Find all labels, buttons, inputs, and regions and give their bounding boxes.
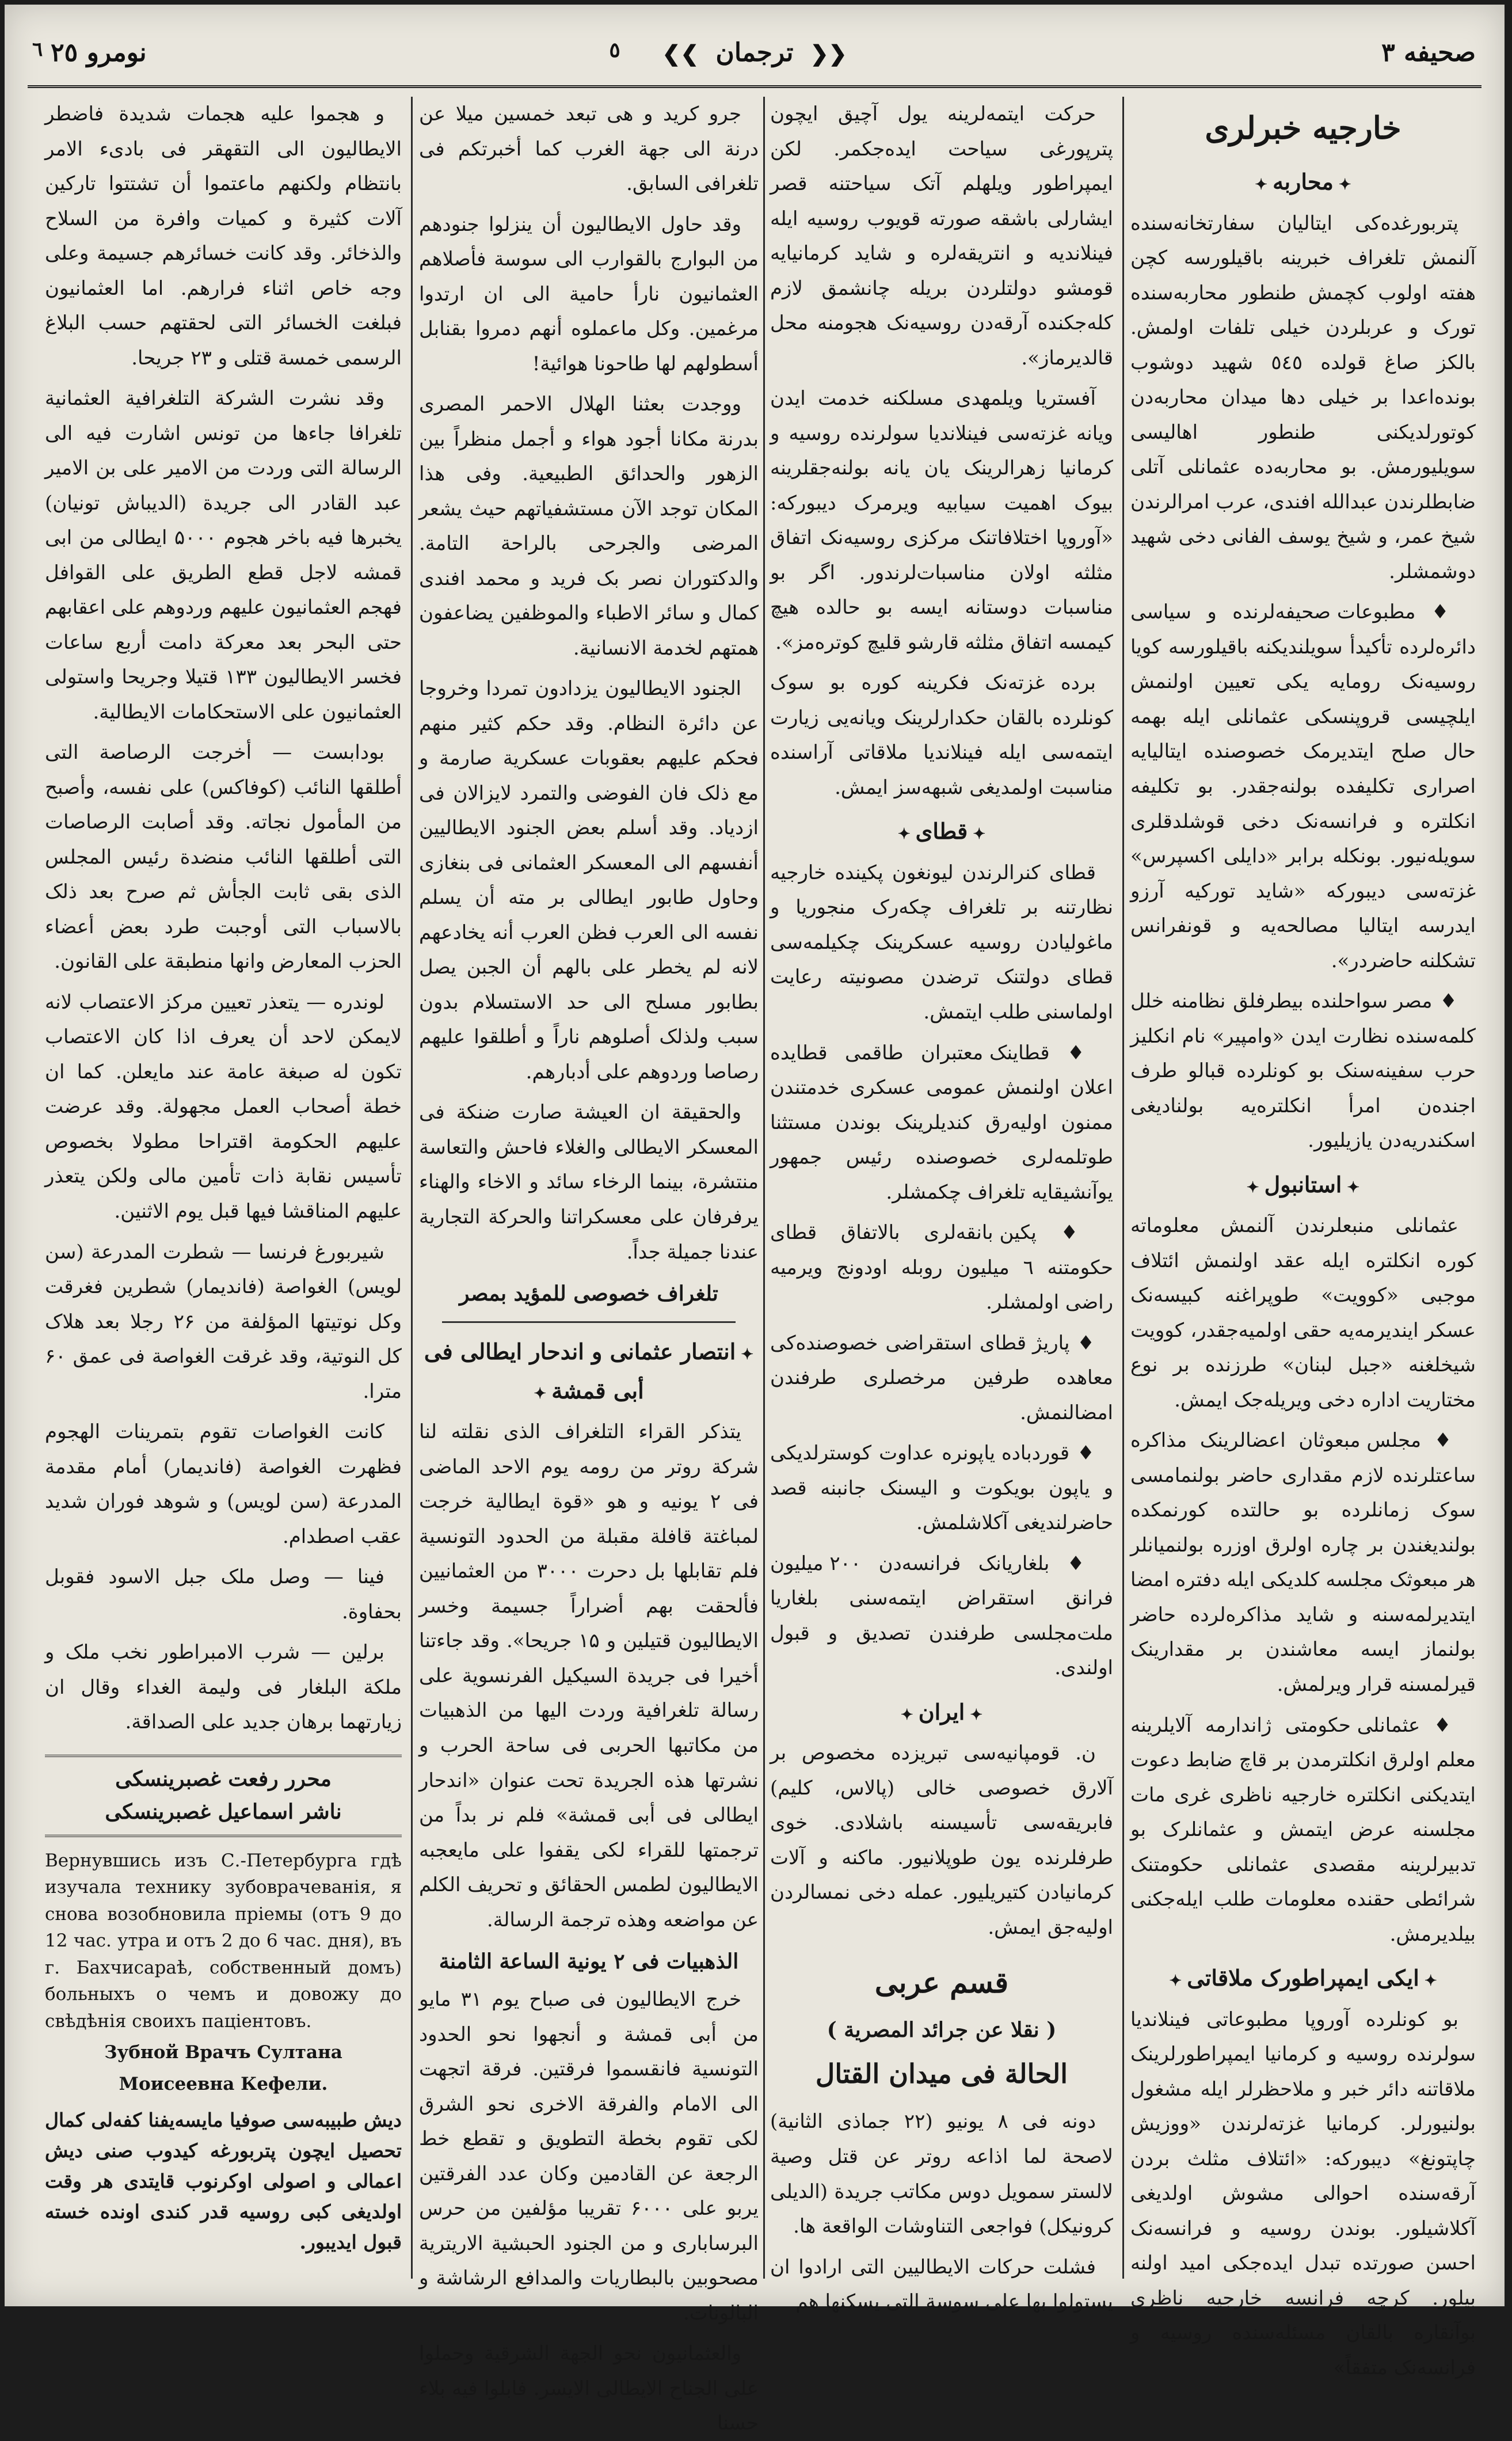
section-iran: ✦ ایران ✦ bbox=[770, 1693, 1113, 1732]
article-paragraph: وقد نشرت الشرکة التلغرافیة العثمانیة تلغرافا جاءها من تونس اشارت فیه الی الرسالة التی وردت من الامیر علی بن الامیر عبد القادر الی جریدة (الدیباش تونیان) یخبرها فیه باخر هجوم ۵۰۰۰ ایطالی من ابی قمشه لاجل قطع الطریق علی القوافل فهجم العثمانیون علیهم وردوهم علی اعقابهم حتی البحر بعد معرکة دامت أربع ساعات فخسر الایطالیون ۱۳۳ قتیلا وجریحا واستولی العثمانیون علی الاستحکامات الایطالیة. bbox=[45, 387, 402, 724]
newspaper-page bbox=[5, 5, 1505, 2435]
page-header bbox=[28, 28, 1481, 85]
article-paragraph: ♦ بلغاریانک فرانسه‌دن ۲۰۰ میلیون فرانق استقراض ایتمه‌سنی بلغاریا ملت‌مجلسی طرفندن تصدیق و قبول اولندی. bbox=[770, 1546, 1113, 1686]
article-paragraph: بودابست — أخرجت الرصاصة التی أطلقها النائب (کوفاکس) علی نفسه، وأصبح من المأمول نجاته. وقد أصابت الرصاصات التی أطلقها النائب منضدة رئیس المجلس الذی بقی ثابت الجأش ثم صرح بعد ذلک بالاسباب التی أوجبت طرد بعض أعضاء الحزب المعارض وانها منطبقة علی القانون. bbox=[45, 741, 402, 974]
article-paragraph: ♦ عثمانلی حکومتی ژاندارمه آلایلرینه معلم اولرق انکلترمدن بر قاچ ضابط دعوت ایتدیکنی انکلتره خارجیه ناظری غری مات مجلسنه عرض ایتمش و عثمانلرک بو تدبیرلرینه مقصدی عثمانلی حکومتنک شرائطی حقنده معلومات طلب ایله‌جکنی بیلدیرمش. bbox=[1130, 1708, 1476, 1952]
publisher-line: ناشر اسماعیل غصبرینسکی bbox=[105, 1800, 342, 1824]
article-paragraph: فشلت حرکات الایطالیین التی ارادوا ان یستولوا بها علی سوسة التی یسکنها هم bbox=[770, 2255, 1113, 2314]
ad-text: Вернувшись изъ С.-Петербурга гдѣ изучала технику зубоврачеванія, я снова возобновила пріемы (отъ 9 до 12 час. утра и отъ 2 до 6 час. дня), въ г. Бахчисараѣ, собственный домъ) больныхъ о чемъ и довожу до свѣдѣнія своихъ пацiентовъ. bbox=[45, 1850, 402, 2032]
article-paragraph: جرو کرید و هی تبعد خمسین میلا عن درنة الی جهة الغرب کما أخبرتکم فی تلغرافی السابق. bbox=[419, 102, 759, 196]
column-news-2 bbox=[770, 97, 1113, 2314]
article-paragraph: لوندره — یتعذر تعیین مرکز الاعتصاب لانه لایمکن لاحد أن یعرف اذا کان الاعتصاب تکون له صبغة عامة عند مایعلن. کما ان خطة أصحاب العمل مجهولة. وقد عرضت علیهم الحکومة اقتراحا مطولا بخصوص تأسیس نقابة ذات تأمین مالی ولکن یتعذر علیهم المناقشا فیها قبل یوم الاثنین. bbox=[45, 990, 402, 1223]
section-war: ✦ محاربه ✦ bbox=[1130, 162, 1476, 201]
column-divider bbox=[763, 97, 765, 2279]
article-paragraph: ♦ مجلس مبعوثان اعضالرینک مذاکره ساعتلرنده لازم مقداری حاضر بولنمامسی سوک زمانلرده بو حالتده کورنمکده بولندیغندن بر چاره اولرق اوزره بولنمیانلر هر مبعوثک مجلسه کلدیکی ایله دفتره امضا ایتدیرلمه‌سنه و شاید مذاکره‌لرده حاضر بولنماز ایسه معاشندن بر مقدارینک قیرلمسنه قرار ویرلمش. bbox=[1130, 1423, 1476, 1702]
column-news-3 bbox=[419, 97, 759, 2435]
article-paragraph: ♦ پاریژ قطای استقراضی خصوصنده‌کی معاهده طرفین مرخصلری طرفندن امضالنمش. bbox=[770, 1326, 1113, 1431]
section-istanbul: ✦ استانبول ✦ bbox=[1130, 1165, 1476, 1204]
corner-number: ٦ bbox=[32, 38, 43, 61]
page-label: صحیفه ۳ bbox=[1381, 38, 1476, 67]
article-paragraph: یتذکر القراء التلغراف الذی نقلته لنا شرکة روتر من رومه یوم الاحد الماضی فی ۲ یونیه و هو «قوة ایطالیة خرجت لمباغتة قافلة مقبلة من الحدود التونسیة فلم تقابلها بل دحرت ۳۰۰۰ من العثمانیین فألحقت بهم أضراراً جسیمة وخسر الایطالیون قتیلین و ۱۵ جریحا». وقد جاءتنا أخیرا فی جریدة السیکیل الفرنسویة علی رسالة تلغرافیة وردت الیها من الذهبیات من مکاتبها الحربی فی ساحة الحرب و نشرتها هذه الجریدة تحت عنوان «اندحار ایطالی فی أبی قمشة» فلم نر بداً من ترجمتها للقراء لکی یقفوا علی مایعجبه الایطالیون لطمس الحقائق و تحریف الکلم عن مواضعه وهذه ترجمة الرسالة. bbox=[419, 1420, 759, 1931]
arabic-article-title: الحالة فی میدان القتال bbox=[815, 2058, 1068, 2089]
dateline: الذهبیات فی ۲ یونیة الساعة الثامنة bbox=[439, 1949, 739, 1974]
paper-title bbox=[654, 38, 855, 67]
article-paragraph: بو کونلرده آوروپا مطبوعاتی فینلاندیا سولرنده روسیه و کرمانیا ایمپراطورلرینک ملاقاتنه دائر خبر و ملاحظرلر ایله مشغول بولنیورلر. کرمانیا غزته‌لرندن «ووزیش چاپتونغ» دیبورکه: «ائتلاف مثلث بردن آرقه‌سنده احوالی مشوش اولدیغی آکلاشیلور. بوندن روسیه و فرانسه‌نک احسن صورتده تبدل ایده‌جکی امید اولنه بیلور. کرچه فرانسه خارجیه ناظری بوآنقاره بالقان مسئله‌سنده روسیه و فرانسه‌نک متفقاً» bbox=[1130, 2007, 1476, 2379]
article-paragraph: عثمانلی منبعلرندن آلنمش معلوماته کوره انکلتره ایله عقد اولنمش ائتلاف موجبی «کوویت» طوپراغنه کبیسه‌نک عسکر ایندیرمه‌یه حقی اولمیه‌جقدر، کوویت شیخلغنه «جبل لبنان» طرزنده بر نوع مختاریت اداره دخی ویریله‌جک ایمش. bbox=[1130, 1214, 1476, 1412]
arabic-section-source: ( نقلا عن جرائد المصریة ) bbox=[827, 2017, 1057, 2042]
article-paragraph: شیربورغ فرنسا — شطرت المدرعة (سن لویس) الغواصة (فاندیمار) شطرین فغرقت وکل نوتیتها المؤلفة من ۲۶ رجلا بعد هلاک کل النوتیة، وقد غرقت الغواصة فی عمق ۶۰ مترا. bbox=[45, 1240, 402, 1403]
editor-line: محرر رفعت غصبرینسکی bbox=[115, 1766, 332, 1791]
center-number: ٥ bbox=[609, 38, 620, 62]
article-paragraph: ♦ قطاینک معتبران طاقمی قطایده اعلان اولنمش عمومی عسکری خدمتندن ممنون اولیه‌رق کندیلرینک بوندن مستثنا طوتلمه‌لری خصوصنده رئیس جمهور یوآنشیقایه تلغراف چکمشلر. bbox=[770, 1036, 1113, 1210]
article-paragraph: برده غزته‌نک فکرینه کوره بو سوک کونلرده بالقان حکدارلرینک ویانه‌یی زیارت ایتمه‌سی ایله فینلاندیا ملاقاتی آراسنده مناسبت اولمدیغی شبهه‌سز ایمش. bbox=[770, 671, 1113, 799]
article-paragraph: فینا — وصل ملک جبل الاسود فقوبل بحفاوة. bbox=[45, 1565, 402, 1623]
ad-signature-2: Моисеевна Кефели. bbox=[119, 2073, 328, 2094]
editor-box bbox=[45, 1755, 402, 1837]
article-paragraph: ووجدت بعثنا الهلال الاحمر المصری بدرنة مکانا أجود هواء و أجمل منظراً بین الزهور والحدائق الطبیعیة. وفی هذا المکان توجد الآن مستشفیاتهم حیث یشعر المرضی والجرحی بالراحة التامة. والدکتوران نصر بک فرید و محمد افندی کمال و سائر الاطباء والموظفین یضاعفون همتهم لخدمة الانسانیة. bbox=[419, 393, 759, 660]
ottoman-advertisement: دیش طبیبه‌سی صوفیا مایسه‌یفنا کفه‌لی کمال تحصیل ایچون پتربورغه کیدوب صنی دیش اعمالی و اصولی اوکرنوب قایتدی هر وقت اولدیغی کبی روسیه قدر کندی اونده خسته قبول ایدیبور. bbox=[45, 2109, 402, 2253]
column-foreign-news bbox=[1130, 97, 1476, 2379]
article-paragraph: پتربورغده‌کی ایتالیان سفارتخانه‌سنده آلنمش تلغراف خبرینه باقیلورسه کچن هفته اولوب کچمش طنطور محاربه‌سنده تورک و عربلردن خیلی تلفات اولمش. بالکز صاغ قولده ٥٤٥ شهید دوشوب بونده‌اعدا بر خیلی دها میدان محاربه‌دن کوتورلدیکنی طنطور اهالیسی سویلیورمش. بو محاربه‌ده عثمانلی آتلی ضابطلرندن عبدالله افندی، عرب امرالرندن شیخ عمر، و شیخ یوسف الفانی دخی شهید دوشمشلر. bbox=[1130, 211, 1476, 583]
arabic-section-head: قسم عربی bbox=[874, 1965, 1009, 1999]
article-paragraph: خرج الایطالیون فی صباح یوم ۳۱ مایو من أبی قمشة و أنجهوا نحو الحدود التونسیة فانقسموا فرقتین. فرقة اتجهت الی الامام والفرقة الاخری نحو الشرق لکی تقوم بخطة التطویق و تقطع خط الرجعة عن القادمین وکان عدد الفرقتین یربو علی ۶۰۰۰ تقریبا مؤلفین من حرس البرساباری و من الجنود الحبشیة الاریتریة مصحوبین بالبطاریات والمدافع الرشاشة و البالونات. bbox=[419, 1988, 759, 2325]
article-paragraph: ♦ قوردباده یاپونره عداوت کوسترلدیکی و یاپون بویکوت و الیسنک جانبنه قصد حاضرلندیغی آکلاشلمش. bbox=[770, 1436, 1113, 1541]
paper-title-text: ترجمان bbox=[715, 38, 794, 67]
article-heading: ✦ انتصار عثمانی و اندحار ایطالی فی أبی قمشة ✦ bbox=[419, 1332, 759, 1410]
article-paragraph: آفستریا ویلمهدی مسلکنه خدمت ایدن ویانه غزته‌سی فینلاندیا سولرنده روسیه و کرمانیا زهرالرینک یان یانه بولنه‌جقلرینه بیوک اهمیت سیابیه ویرمرک دیبورکه: «آوروپا اختلافاتنک مرکزی روسیه‌نک اتفاق مثلثه اولان مناسبات‌لرندور. اگر بو مناسبات دوستانه ایسه بو حالده هیچ کیمسه اتفاق مثلثه قارشو قلیچ کوتره‌مز». bbox=[770, 387, 1113, 654]
article-paragraph: وقد حاول الایطالیون أن ینزلوا جنودهم من البوارج بالقوارب الی سوسة فأصلاهم العثمانیون نارأ حامیة الی ان ارتدوا مرغمین. وکل ماعملوه أنهم دمروا بقنابل أسطولهم لها طاحونا هوائیة! bbox=[419, 212, 759, 375]
ornament-left-icon: ❮❮ bbox=[810, 40, 847, 66]
ornament-right-icon: ❯❯ bbox=[662, 40, 699, 66]
issue-number: نومرو ۲٥ bbox=[51, 38, 147, 67]
header-rule bbox=[28, 85, 1481, 88]
article-paragraph: دونه فی ۸ یونیو (۲۲ جماذی الثانیة) لاصحة لما اذاعه روتر عن قتل وصیة لالستر سمویل دوس مکاتب جریدة (الدیلی کرونیکل) فواجعی التناوشات الواقعة ها. bbox=[770, 2110, 1113, 2238]
ad-signature-1: Зубной Врачъ Султана bbox=[104, 2042, 342, 2063]
article-paragraph: ♦ مطبوعات صحیفه‌لرنده و سیاسی دائره‌لرده تأکیدأ سویلندیکنه باقیلورسه کویا روسیه‌نک رومایه یکی تعیین اولنمش ایلچیسی قروپنسکی عثمانلی ایله بهمه حال صلح ایتدیرمک خصوصنده ایتالیایه اصراری تکلیفده بولنه‌جقدر. بو تکلیفه انکلتره و فرانسه‌نک دخی قوشلدقلری سویله‌نیور. بونکله برابر «دایلی اکسپرس» غزته‌سی دیبورکه «شاید تورکیه آرزو ایدرسه ایتالیا مصالحه‌یه و قونفرانس تشکلنه حاضردر». bbox=[1130, 595, 1476, 978]
headline-foreign-news: خارجیه خبرلری bbox=[1205, 109, 1401, 146]
separator-rule bbox=[442, 1321, 736, 1323]
article-paragraph: قطای کنرالرندن لیونغون پکینده خارجیه نظارتنه بر تلغراف چکه‌رک منجوریا و ماغولیادن روسیه عسکرینک چکیلمه‌سی قطای دولتنک ترضدن مصونیته رعایت اولماسنی طلب ایتمش. bbox=[770, 861, 1113, 1024]
article-paragraph: برلین — شرب الامبراطور نخب ملک و ملکة البلغار فی ولیمة الغداء وقال ان زیارتهما برهان جدید علی الصداقة. bbox=[45, 1641, 402, 1734]
column-news-4 bbox=[45, 97, 402, 2279]
article-paragraph: و هجموا علیه هجمات شدیدة فاضطر الایطالیون الی التقهقر فی بادیء الامر بانتظام ولکنهم ماعتموا أن تشتتوا تارکین آلات کثیرة و کمیات وافرة من السلاح والذخائر. وقد کانت خسائرهم جسیمة وعلی وجه خاص اثناء فرارهم. اما العثمانیون فبلغت الخسائر التی لحقتهم حسب البلاغ الرسمی خمسة قتلی و ۲۳ جریحا. bbox=[45, 102, 402, 370]
russian-advertisement bbox=[45, 1847, 402, 2098]
article-paragraph: والحقیقة ان العیشة صارت ضنکة فی المعسکر الایطالی والغلاء فاحش والتعاسة منتشرة، بینما الرخاء سائد و الاخاء والهناء یرفرفان علی معسکراتنا والحرکة التجاریة عندنا جمیلة جداً. bbox=[419, 1101, 759, 1264]
article-paragraph: کانت الغواصات تقوم بتمرینات الهجوم فظهرت الغواصة (فاندیمار) أمام مقدمة المدرعة (سن لویس) و شوهد فوران شدید عقب اصطدام. bbox=[45, 1420, 402, 1548]
telegram-signature: تلغراف خصوصی للمؤید بمصر bbox=[459, 1282, 718, 1306]
article-paragraph: الجنود الایطالیون یزدادون تمردا وخروجا عن دائرة النظام. وقد حکم کثیر منهم فحکم علیهم بعقوبات عسکریة صارمة و مع ذلک فان الفوضی والتمرد لایزالان فی ازدیاد. وقد أسلم بعض الجنود الایطالیین أنفسهم الی المعسکر العثمانی فی بنغازی وحاول طابور ایطالی بر مته أن یسلم نفسه الی العرب فظن العرب أنه یخادعهم لانه لم یخطر علی بالهم أن الجبن یصل بطابور مسلح الی حد الاستسلام بدون سبب ولذلک أصلوهم ناراً و أطلقوا علیهم رصاصا وردوهم علی أدبارهم. bbox=[419, 677, 759, 1083]
section-emperors-meeting: ✦ ایکی ایمپراطورک ملاقاتی ✦ bbox=[1130, 1959, 1476, 1998]
article-paragraph: حرکت ایتمه‌لرینه یول آچیق ایچون پترپورغی سیاحت ایده‌جکمر. لکن ایمپراطور ویلهلم آتک سیاحتنه قصر ایشارلی باشقه صورته قویوب روسیه ایله فینلاندیه و انتریقه‌لره و شاید کرمانیایه قومشو دولتلردن بریله چانشمق لازم کله‌جکنده آرقه‌دن روسیه‌نک هجومنه محل قالدیرماز». bbox=[770, 102, 1113, 370]
article-paragraph: والعثمانیون نحو الجهة الشرقیة وحملوا علی الجناح الایطالی الایسر. فابلوا فیه بلاء حسنا bbox=[419, 2342, 759, 2435]
column-divider bbox=[1122, 97, 1124, 2279]
article-paragraph: ن. قومپانیه‌سی تبریزده مخصوص بر آلارق خصوصی خالی (پالاس، کلیم) فابریقه‌سی تأسیسنه باشلادی. خوی طرفلرنده یون طوپلانیور. ماکنه و آلات کرمانیادن کتیریلیور. عمله دخی نمسالردن اولیه‌جق ایمش. bbox=[770, 1742, 1113, 1939]
article-paragraph: ♦ پکین بانقه‌لری بالاتفاق قطای حکومتنه ٦ میلیون روبله اودونج ویرمیه راضی اولمشلر. bbox=[770, 1215, 1113, 1320]
column-divider bbox=[411, 97, 413, 2279]
article-paragraph: ♦ مصر سواحلنده بیطرفلق نظامنه خلل کلمه‌سنده نظارت ایدن «وامپیر» نام انکلیز حرب سفینه‌سنک بو کونلرده قبالو طرف اجنده‌ن امرأ انکلتره‌یه بولنادیغی اسکندریه‌دن یازیلیور. bbox=[1130, 984, 1476, 1158]
section-china: ✦ قطای ✦ bbox=[770, 812, 1113, 851]
